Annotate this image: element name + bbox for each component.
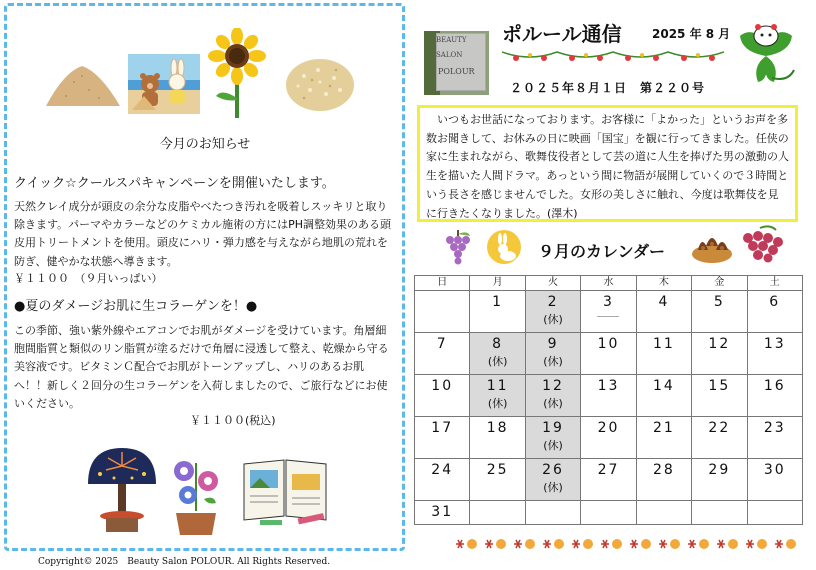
calendar-day [581,416,636,458]
calendar-day [415,374,470,416]
calendar-day [747,458,802,500]
campaign-heading: クイック☆クールスパキャンペーンを開催いたします。 [14,176,335,191]
calendar-day [747,332,802,374]
border-chestnut-dot [728,539,738,549]
border-dragonfly [514,540,522,548]
border-chestnut-dot [641,539,651,549]
staff-message-text: いつもお世話になっております。お客様に「よかった」というお声を多数お聞きして、お休みの日に映画「国宝」を観に行ってきました。任侠の家に生まれながら、歌舞伎役者として芸の道に人生を捧げた男の激動の人生を描いた人間ドラマ。あっという間に物語が展開していくので３時間という長さを感じませんでした。女形の美しさに触れ、今度は歌舞伎を見に行きたくなりました。(澤木) [426,113,789,220]
calendar-day-closed [470,374,525,416]
sand-pile-icon [44,62,122,108]
weekday-header: 土 [747,276,802,291]
calendar-day [692,332,747,374]
border-dragonfly [659,540,667,548]
morning-glory-icon [168,455,224,537]
september-calendar [414,275,803,525]
fireworks-icon [84,444,160,536]
calendar-day [470,416,525,458]
copyright-notice: Copyright© 2025 Beauty Salon POLOUR. All Rights Reserved. [38,557,331,567]
calendar-day [470,291,525,333]
day-number: 4 [658,294,670,310]
salon-sign-line: SALON [436,51,463,59]
dragonfly-border-icon [446,533,804,555]
border-dragonfly [601,540,609,548]
journal-icon [240,454,330,526]
closed-label: (休) [487,354,508,368]
day-number: 9 [547,335,559,352]
calendar-day [581,291,636,333]
day-number: 11 [652,335,675,352]
calendar-day [692,500,747,524]
calendar-day [415,332,470,374]
notice-title: 今月のお知らせ [159,137,251,152]
border-chestnut-dot [525,539,535,549]
clover-mascot-icon [732,22,800,86]
calendar-week-row [415,374,803,416]
sunflower-icon [208,28,266,120]
day-number: 30 [763,461,786,478]
salon-photo [424,31,489,95]
border-dragonfly [688,540,696,548]
day-number: 13 [597,377,620,394]
calendar-day [747,416,802,458]
calendar-day [636,458,691,500]
calendar-week-row [415,500,803,524]
calendar-day [636,500,691,524]
calendar-day [581,332,636,374]
border-chestnut-dot [583,539,593,549]
weekday-header: 水 [581,276,636,291]
border-chestnut-dot [670,539,680,549]
closed-label: (休) [543,438,563,452]
day-number: 12 [542,377,564,394]
calendar-day [692,416,747,458]
closed-label: (休) [543,396,563,410]
weekday-header: 木 [636,276,691,291]
calendar-day [747,374,802,416]
campaign-price: ￥１１００ （９月いっぱい） [14,272,163,285]
beach-bear-rabbit-icon [128,54,200,114]
calendar-week-row [415,291,803,333]
border-dragonfly [717,540,725,548]
chestnuts-icon [690,226,734,264]
border-dragonfly [456,540,464,548]
calendar-day [636,291,691,333]
staff-message-box [417,105,798,222]
border-chestnut-dot [612,539,622,549]
day-number: 23 [763,419,786,436]
grapes-icon [440,228,476,266]
day-number: 5 [713,294,725,310]
border-chestnut-dot [699,539,709,549]
day-number: 8 [492,335,504,352]
calendar-day-closed [525,458,580,500]
day-number: 22 [708,419,731,436]
calendar-day [692,374,747,416]
calendar-day [415,416,470,458]
calendar-day [581,458,636,500]
day-number: 10 [597,335,620,352]
border-chestnut-dot [786,539,796,549]
closed-label: (休) [487,396,508,410]
closed-label: (休) [543,480,563,494]
newsletter-title: ポルール通信 [502,22,622,46]
newsletter-month: 2025 年 8 月 [652,27,731,41]
weekday-header: 日 [415,276,470,291]
day-number: 1 [492,294,504,310]
calendar-weekday-row [415,276,803,291]
closed-label: (休) [543,354,563,368]
day-number: 14 [652,377,675,394]
calendar-day [692,458,747,500]
calendar-day [747,291,802,333]
collagen-heading: ●夏のダメージお肌に生コラーゲンを！● [14,299,258,314]
issue-date-number: ２０２５年８月１日 第２２０号 [510,81,706,95]
salon-sign-line: POLOUR [438,67,475,76]
border-chestnut-dot [554,539,564,549]
calendar-day [525,500,580,524]
day-number: 29 [708,461,731,478]
day-number: 2 [547,294,559,310]
border-dragonfly [746,540,754,548]
day-number: 24 [431,461,454,478]
calendar-day [470,458,525,500]
garland-icon [502,48,724,66]
day-number: 28 [652,461,675,478]
border-dragonfly [485,540,493,548]
collagen-description: この季節、強い紫外線やエアコンでお肌がダメージを受けています。角層細胞間脂質と類似のリン脂質が塗るだけで角層に浸透して整え、乾燥から守る美容液です。ビタミンＣ配合でお肌がトーンアップし、ハリのあるお肌へ！！新しく２回分の生コラーゲンを入荷しましたので、ご旅行などにお使いください。 [14,324,389,410]
calendar-day-closed [525,416,580,458]
day-number: 17 [431,419,454,436]
weekday-header: 金 [692,276,747,291]
calendar-day-closed [525,332,580,374]
day-number: 18 [486,419,509,436]
closed-label: (休) [543,313,563,326]
calendar-day [692,291,747,333]
calendar-week-row [415,458,803,500]
day-number: 16 [763,377,786,394]
calendar-day [415,458,470,500]
day-number: 25 [486,461,509,478]
grape-bunch-icon [738,224,784,264]
border-dragonfly [572,540,580,548]
sponge-icon [284,56,356,114]
calendar-day [415,291,470,333]
calendar-day [415,500,470,524]
weekday-header: 火 [525,276,580,291]
day-underline [597,316,619,317]
calendar-day-closed [525,374,580,416]
day-number: 19 [542,419,564,436]
day-number: 27 [597,461,620,478]
border-chestnut-dot [467,539,477,549]
border-dragonfly [775,540,783,548]
day-number: 11 [486,377,509,394]
calendar-day-closed [525,291,580,333]
calendar-title: ９月のカレンダー [538,242,665,261]
calendar-week-row [415,416,803,458]
calendar-day [470,500,525,524]
campaign-description: 天然クレイ成分が頭皮の余分な皮脂やべたつき汚れを吸着しスッキリと取り除きます。パーマやカラーなどのケミカル施術の方にはPH調整効果のある頭皮用トリートメントを使用。頭皮にハリ・弾力感を与えながら地肌の荒れを防ぎ、健やかな状態へ導きます。 [14,200,392,268]
calendar-day-closed [470,332,525,374]
day-number: 20 [597,419,620,436]
day-number: 13 [763,335,786,352]
border-dragonfly [630,540,638,548]
day-number: 26 [542,461,564,478]
day-number: 7 [436,335,448,352]
calendar-day [636,332,691,374]
calendar-day [636,374,691,416]
weekday-header: 月 [470,276,525,291]
calendar-day [581,500,636,524]
rabbit-moon-icon [486,229,522,265]
day-number: 21 [652,419,675,436]
day-number: 31 [431,503,454,520]
day-number: 3 [603,294,614,310]
collagen-price: ￥１１００(税込) [190,414,276,427]
border-chestnut-dot [757,539,767,549]
calendar-day [747,500,802,524]
calendar-day [581,374,636,416]
day-number: 10 [431,377,454,394]
day-number: 12 [708,335,731,352]
border-chestnut-dot [496,539,506,549]
day-number: 6 [769,294,781,310]
calendar-week-row [415,332,803,374]
day-number: 15 [708,377,731,394]
border-dragonfly [543,540,551,548]
salon-sign-line: BEAUTY [436,36,467,44]
calendar-day [636,416,691,458]
